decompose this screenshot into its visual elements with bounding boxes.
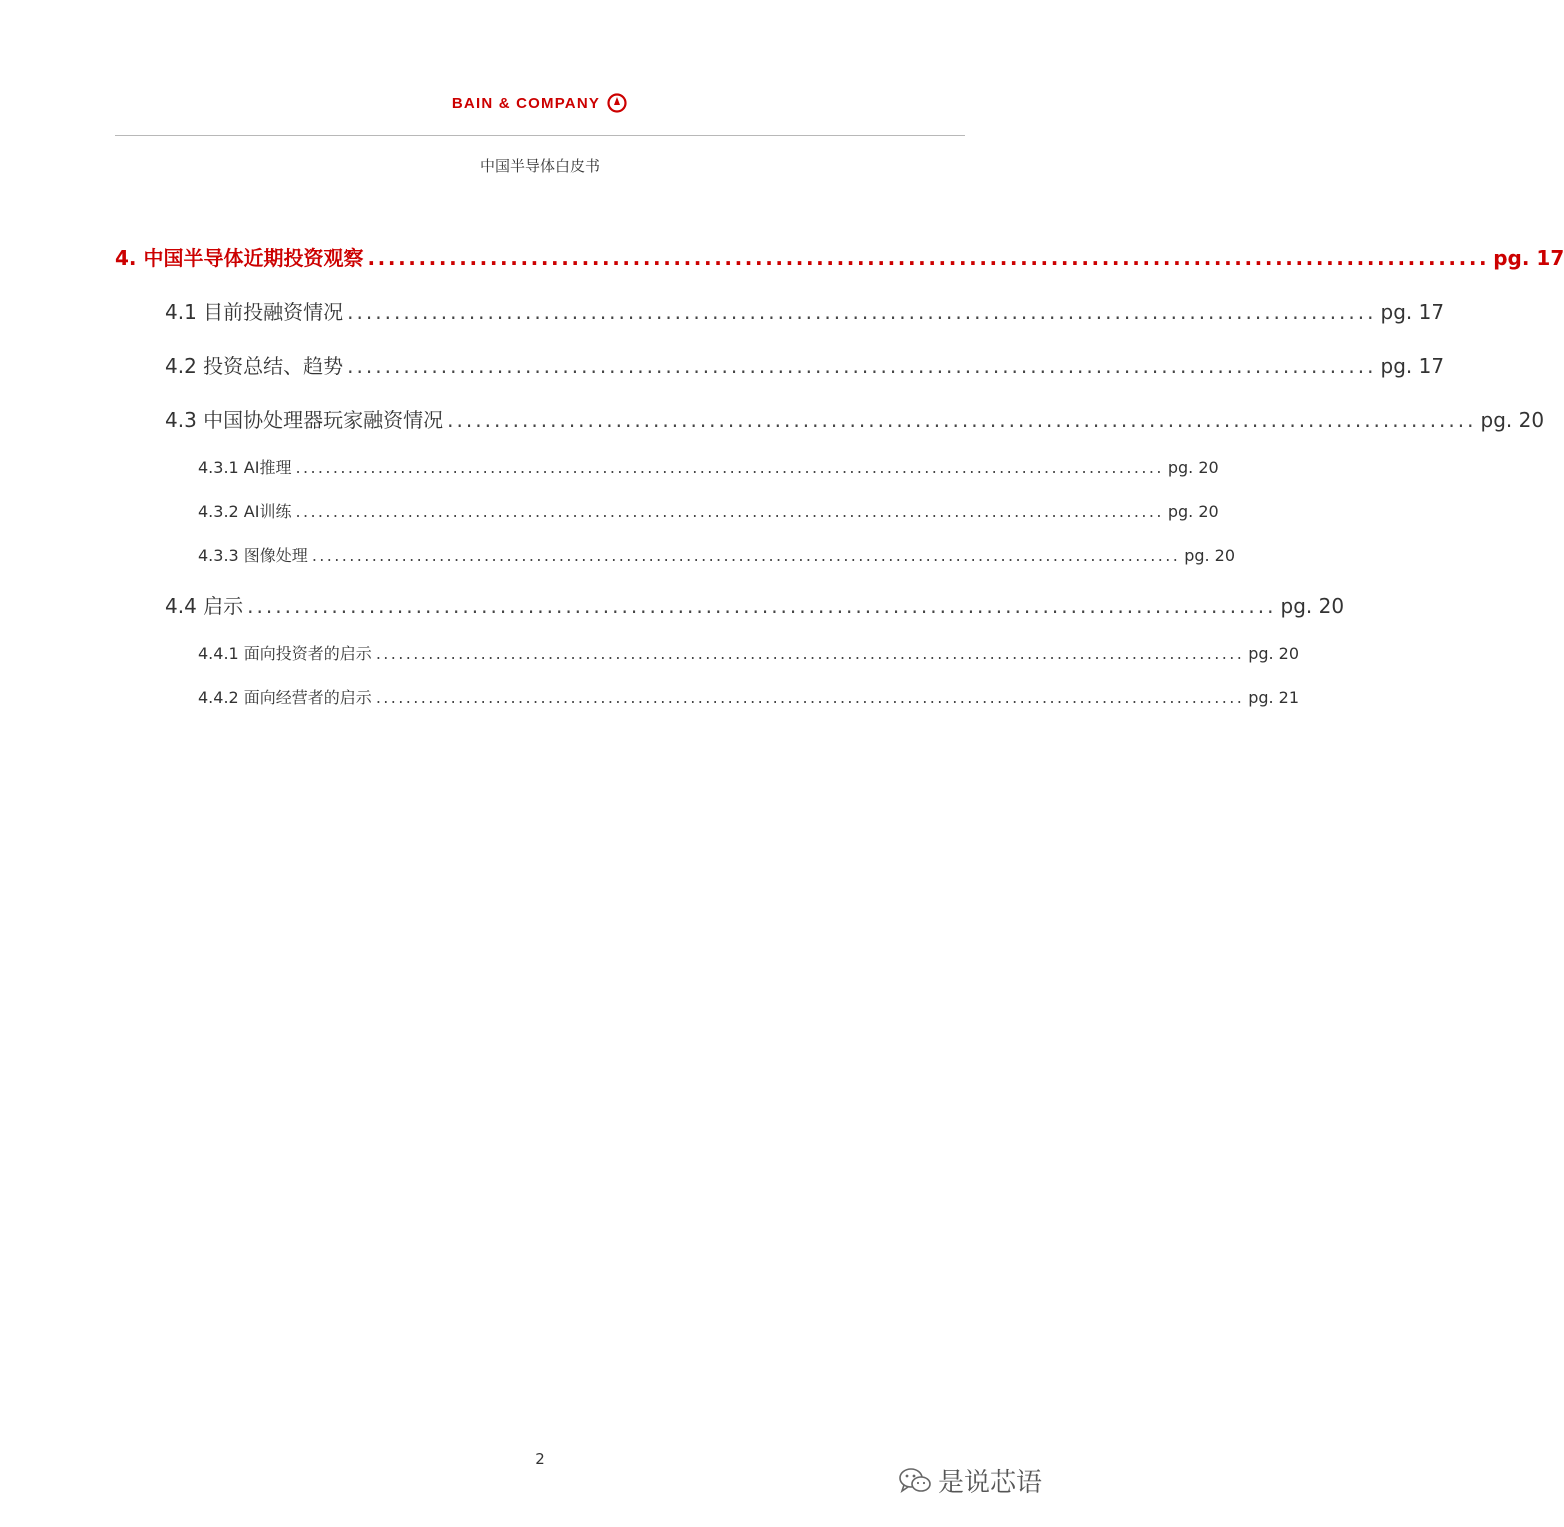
toc-item-4-3-2[interactable] [198, 499, 1219, 522]
toc-item-4-4-2[interactable] [198, 685, 1300, 708]
toc-dot-leader: .............................................................................................................. [247, 594, 1277, 618]
toc-item-label: 4.1 目前投融资情况 [165, 300, 344, 324]
watermark-text: 是说芯语 [938, 1468, 1043, 1498]
toc-section-page: pg. 17 [1493, 246, 1564, 270]
logo-text: BAIN & COMPANY [451, 94, 601, 112]
toc-item-page: pg. 17 [1380, 354, 1445, 378]
toc-item-4-4[interactable] [165, 590, 1345, 619]
toc-item-label: 4.2 投资总结、趋势 [165, 354, 344, 378]
toc-item-label: 4.3.3 图像处理 [198, 546, 308, 565]
toc-item-4-4-1[interactable] [198, 641, 1300, 664]
toc-item-page: pg. 17 [1380, 300, 1445, 324]
toc-item-label: 4.3.2 AI训练 [198, 502, 292, 521]
toc-dot-leader: .............................................................................................................. [367, 246, 1490, 270]
toc-item-4-3[interactable] [165, 404, 1545, 433]
toc-dot-leader: .................................................................................................................... [375, 688, 1245, 707]
toc-item-page: pg. 20 [1184, 546, 1236, 565]
toc-dot-leader: .................................................................................................................... [295, 458, 1164, 477]
wechat-icon [898, 1466, 932, 1496]
toc-item-label: 4.4.1 面向投资者的启示 [198, 644, 372, 663]
toc-item-4-1[interactable] [165, 296, 1445, 325]
toc-dot-leader: .................................................................................................................... [375, 644, 1245, 663]
toc-dot-leader: .................................................................................................................... [295, 502, 1164, 521]
toc-item-label: 4.4.2 面向经营者的启示 [198, 688, 372, 707]
toc-section-4[interactable] [115, 242, 1564, 271]
toc-item-page: pg. 20 [1167, 458, 1219, 477]
toc-item-4-3-3[interactable] [198, 543, 1236, 566]
toc-item-page: pg. 20 [1248, 644, 1300, 663]
toc-dot-leader: .............................................................................................................. [347, 300, 1377, 324]
toc-item-label: 4.4 启示 [165, 594, 244, 618]
toc-dot-leader: .............................................................................................................. [347, 354, 1377, 378]
toc-item-label: 4.3.1 AI推理 [198, 458, 292, 477]
toc-item-4-3-1[interactable] [198, 455, 1219, 478]
toc-section-label: 4. 中国半导体近期投资观察 [115, 246, 364, 270]
toc-dot-leader: .................................................................................................................... [311, 546, 1181, 565]
toc-item-page: pg. 20 [1167, 502, 1219, 521]
watermark [898, 1462, 1042, 1499]
toc-item-page: pg. 20 [1480, 408, 1545, 432]
toc-item-4-2[interactable] [165, 350, 1445, 379]
toc-item-page: pg. 21 [1248, 688, 1300, 707]
toc-item-label: 4.3 中国协处理器玩家融资情况 [165, 408, 444, 432]
document-title: 中国半导体白皮书 [479, 157, 600, 175]
toc-item-page: pg. 20 [1280, 594, 1345, 618]
page-number: 2 [535, 1450, 545, 1468]
toc-dot-leader: .............................................................................................................. [447, 408, 1477, 432]
